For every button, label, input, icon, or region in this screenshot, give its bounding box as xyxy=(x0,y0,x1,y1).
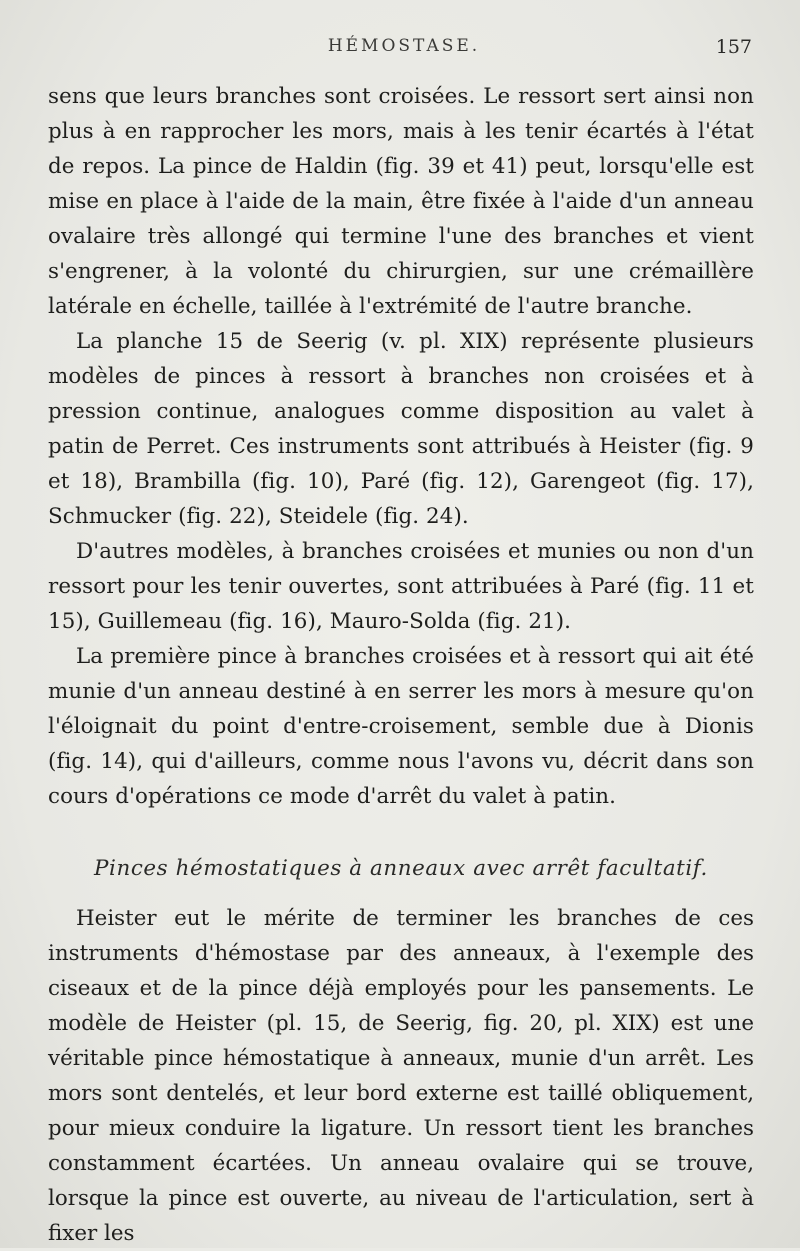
section-heading: Pinces hémostatiques à anneaux avec arrêt facultatif. xyxy=(94,856,708,881)
running-title: HÉMOSTASE. xyxy=(327,36,481,56)
paragraph-continuation: sens que leurs branches sont croisées. Le ressort sert ainsi non plus à en rapprocher les mors, mais à les tenir écartés à l'état de repos. La pince de Haldin (fig. 39 et 41) peut, lorsqu'elle est mise en place à l'aide de la main, être fixée à l'aide d'un anneau ovalaire très allongé qui termine l'une des branches et vient s'engrener, à la volonté du chirurgien, sur une crémaillère latérale en échelle, taillée à l'extrémité de l'autre branche. xyxy=(48,84,754,319)
running-head xyxy=(48,36,760,60)
section-body-text xyxy=(48,901,754,1251)
page-number: 157 xyxy=(715,36,752,58)
paragraph-crossed-branches: D'autres modèles, à branches croisées et munies ou non d'un ressort pour les tenir ouvertes, sont attribuées à Paré (fig. 11 et 15), Guillemeau (fig. 16), Mauro-Solda (fig. 21). xyxy=(48,539,754,634)
body-text xyxy=(48,79,754,814)
paragraph-heister: Heister eut le mérite de terminer les branches de ces instruments d'hémostase par des anneaux, à l'exemple des ciseaux et de la pince déjà employés pour les pansements. Le modèle de Heister (pl. 15, de Seerig, fig. 20, pl. XIX) est une véritable pince hémostatique à anneaux, munie d'un arrêt. Les mors sont dentelés, et leur bord externe est taillé obliquement, pour mieux conduire la ligature. Un ressort tient les branches constamment écartées. Un anneau ovalaire qui se trouve, lorsque la pince est ouverte, au niveau de l'articulation, sert à fixer les xyxy=(48,906,754,1246)
paragraph-first-ring-forceps: La première pince à branches croisées et à ressort qui ait été munie d'un anneau destiné à en serrer les mors à mesure qu'on l'éloignait du point d'entre-croisement, semble due à Dionis (fig. 14), qui d'ailleurs, comme nous l'avons vu, décrit dans son cours d'opérations ce mode d'arrêt du valet à patin. xyxy=(48,644,754,809)
paragraph-seerig-plate: La planche 15 de Seerig (v. pl. XIX) représente plusieurs modèles de pinces à ressort à branches non croisées et à pression continue, analogues comme disposition au valet à patin de Perret. Ces instruments sont attribués à Heister (fig. 9 et 18), Brambilla (fig. 10), Paré (fig. 12), Garengeot (fig. 17), Schmucker (fig. 22), Steidele (fig. 24). xyxy=(48,329,754,529)
